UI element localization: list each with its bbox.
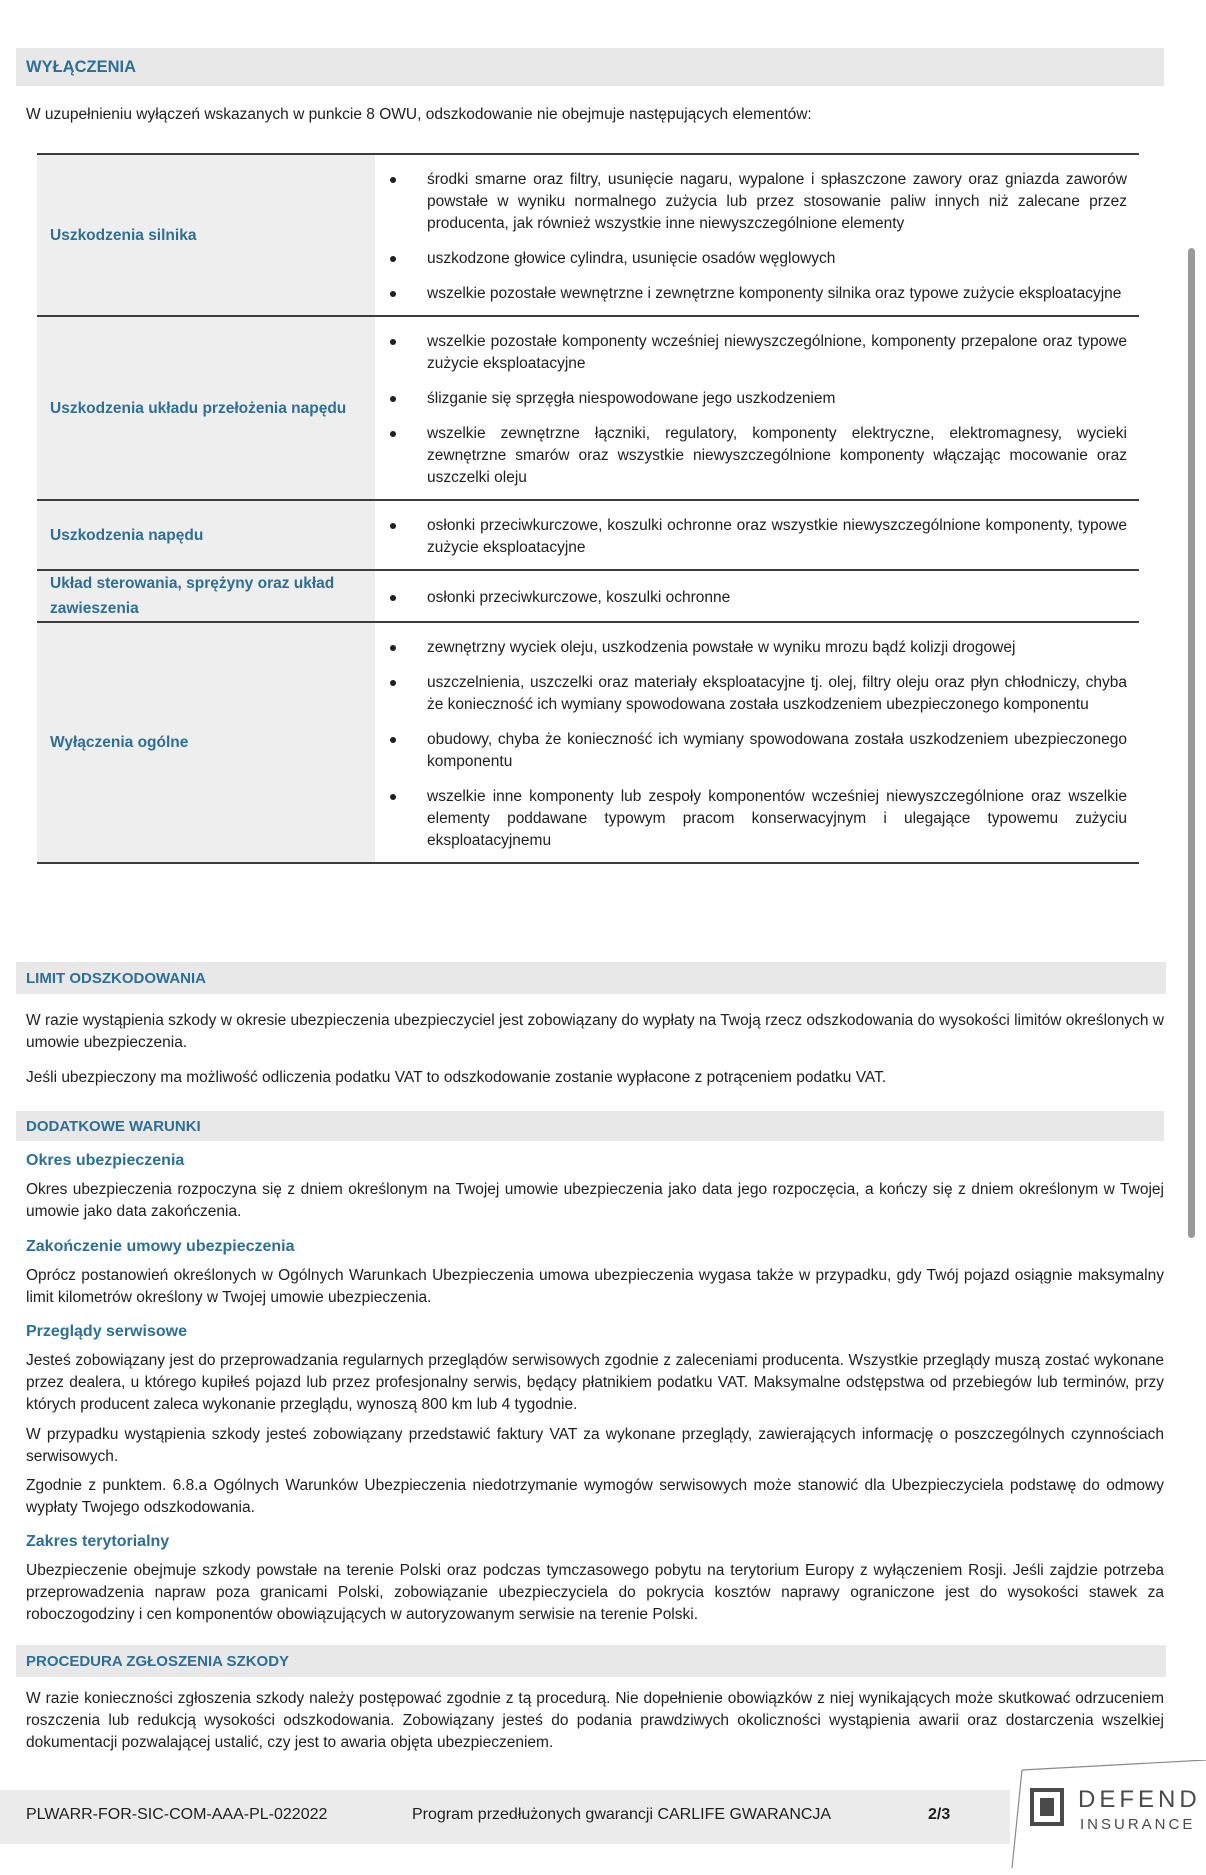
bullet-dot-icon bbox=[390, 523, 396, 529]
exclusion-items-cell bbox=[375, 154, 1139, 316]
bullet-dot-icon bbox=[390, 737, 396, 743]
exclusion-list-item bbox=[375, 248, 1127, 270]
exclusion-category: Uszkodzenia układu przełożenia napędu bbox=[37, 316, 375, 500]
exclusion-list-item bbox=[375, 672, 1127, 716]
exclusion-items-cell bbox=[375, 500, 1139, 570]
subheading-period: Okres ubezpieczenia bbox=[26, 1152, 185, 1169]
exclusion-list bbox=[375, 587, 1127, 609]
service-paragraph-3: Zgodnie z punktem. 6.8.a Ogólnych Warunków Ubezpieczenia niedotrzymanie wymogów serwisowych może stanowić dla Ubezpieczyciela podstawę do odmowy wypłaty Twojego odszkodowania. bbox=[26, 1477, 1164, 1516]
exclusion-list-item bbox=[375, 786, 1127, 852]
exclusion-item-text: wszelkie pozostałe komponenty wcześniej niewyszczególnione, komponenty przepalone oraz typowe zużycie eksploatacyjne bbox=[427, 333, 1127, 372]
footer-page-number: 2/3 bbox=[928, 1806, 951, 1823]
subheading-service: Przeglądy serwisowe bbox=[26, 1323, 187, 1340]
footer-program-name: Program przedłużonych gwarancji CARLIFE GWARANCJA bbox=[412, 1806, 832, 1823]
exclusion-item-text: wszelkie zewnętrzne łączniki, regulatory, komponenty elektryczne, elektromagnesy, wycieki zewnętrzne smarów oraz wszystkie niewyszczególnione komponenty włączając mocowanie oraz uszczelki oleju bbox=[427, 425, 1127, 486]
defend-logo bbox=[1010, 1760, 1206, 1870]
exclusion-category: Wyłączenia ogólne bbox=[37, 622, 375, 863]
exclusion-list-item bbox=[375, 729, 1127, 773]
bullet-dot-icon bbox=[390, 794, 396, 800]
exclusion-category: Uszkodzenia napędu bbox=[37, 500, 375, 570]
defend-logo-icon bbox=[1010, 1760, 1206, 1870]
exclusions-row bbox=[37, 500, 1139, 570]
bullet-dot-icon bbox=[390, 291, 396, 297]
period-paragraph: Okres ubezpieczenia rozpoczyna się z dniem określonym na Twojej umowie ubezpieczenia jako data jego rozpoczęcia, a kończy się z dniem określonym w Twojej umowie jako data zakończenia. bbox=[26, 1181, 1164, 1220]
exclusion-list bbox=[375, 331, 1127, 489]
exclusion-items-cell bbox=[375, 316, 1139, 500]
exclusions-row bbox=[37, 154, 1139, 316]
section-header-additional bbox=[16, 1111, 1164, 1141]
section-title: DODATKOWE WARUNKI bbox=[26, 1117, 201, 1135]
exclusions-row bbox=[37, 622, 1139, 863]
exclusion-list-item bbox=[375, 423, 1127, 489]
exclusion-item-text: uszkodzone głowice cylindra, usunięcie osadów węglowych bbox=[427, 250, 836, 267]
bullet-dot-icon bbox=[390, 396, 396, 402]
contract-end-paragraph: Oprócz postanowień określonych w Ogólnych Warunkach Ubezpieczenia umowa ubezpieczenia wygasa także w przypadku, gdy Twój pojazd osiągnie maksymalny limit kilometrów określony w Twojej umowie ubezpieczenia. bbox=[26, 1267, 1164, 1306]
logo-word-insurance: INSURANCE bbox=[1080, 1816, 1196, 1833]
exclusions-row bbox=[37, 316, 1139, 500]
exclusion-item-text: środki smarne oraz filtry, usunięcie nagaru, wypalone i spłaszczone zawory oraz gniazda zaworów powstałe w wyniku normalnego zużycia lub przez stosowanie paliw innych niż zalecane przez producenta, jak również wszystkie inne niewyszczególnione elementy bbox=[427, 171, 1127, 232]
limit-paragraph-1: W razie wystąpienia szkody w okresie ubezpieczenia ubezpieczyciel jest zobowiązany do wypłaty na Twoją rzecz odszkodowania do wysokości limitów określonych w umowie ubezpieczenia. bbox=[26, 1012, 1164, 1051]
section-title: WYŁĄCZENIA bbox=[26, 57, 136, 76]
exclusion-list-item bbox=[375, 587, 1127, 609]
exclusion-item-text: osłonki przeciwkurczowe, koszulki ochronne oraz wszystkie niewyszczególnione komponenty, typowe zużycie eksploatacyjne bbox=[427, 517, 1127, 556]
territory-paragraph: Ubezpieczenie obejmuje szkody powstałe na terenie Polski oraz podczas tymczasowego pobytu na terytorium Europy z wyłączeniem Rosji. Jeśli zajdzie potrzeba przeprowadzenia napraw poza granicami Polski, zobowiązanie ubezpieczyciela do pokrycia kosztów naprawy ograniczone jest do wysokości stawek za roboczogodziny i cen komponentów obowiązujących w autoryzowanym serwisie na terenie Polski. bbox=[26, 1562, 1164, 1623]
exclusion-item-text: obudowy, chyba że konieczność ich wymiany spowodowana została uszkodzeniem ubezpieczonego komponentu bbox=[427, 731, 1127, 770]
exclusions-row bbox=[37, 570, 1139, 622]
exclusion-list bbox=[375, 637, 1127, 852]
exclusion-item-text: osłonki przeciwkurczowe, koszulki ochronne bbox=[427, 589, 731, 606]
exclusion-list-item bbox=[375, 331, 1127, 375]
exclusion-list-item bbox=[375, 515, 1127, 559]
scrollbar[interactable] bbox=[1188, 248, 1195, 1238]
procedure-paragraph: W razie konieczności zgłoszenia szkody należy postępować zgodnie z tą procedurą. Nie dopełnienie obowiązków z niej wynikających może skutkować odrzuceniem roszczenia lub redukcją wysokości odszkodowania. Zobowiązany jesteś do podania prawdziwych okoliczności wystąpienia awarii oraz dostarczenia wszelkiej dokumentacji pozwalającej ustalić, czy jest to awaria objęta ubezpieczeniem. bbox=[26, 1690, 1164, 1751]
section-title: PROCEDURA ZGŁOSZENIA SZKODY bbox=[26, 1652, 290, 1670]
exclusion-item-text: uszczelnienia, uszczelki oraz materiały eksploatacyjne tj. olej, filtry oleju oraz płyn chłodniczy, chyba że konieczność ich wymiany spowodowana została uszkodzeniem ubezpieczonego komponentu bbox=[427, 674, 1127, 713]
exclusion-items-cell bbox=[375, 570, 1139, 622]
section-title: LIMIT ODSZKODOWANIA bbox=[26, 969, 206, 987]
exclusion-items-cell bbox=[375, 622, 1139, 863]
subheading-territory: Zakres terytorialny bbox=[26, 1533, 170, 1550]
exclusion-list-item bbox=[375, 283, 1127, 305]
exclusion-list bbox=[375, 169, 1127, 305]
section-header-limit bbox=[16, 962, 1166, 994]
logo-word-defend: DEFEND bbox=[1078, 1786, 1201, 1813]
service-paragraph-1: Jesteś zobowiązany jest do przeprowadzania regularnych przeglądów serwisowych zgodnie z zaleceniami producenta. Wszystkie przeglądy muszą zostać wykonane przez dealera, u którego kupiłeś pojazd lub przez profesjonalny serwis, będący płatnikiem podatku VAT. Maksymalne odstępstwa od przebiegów lub terminów, przy których producent zaleca wykonanie przeglądu, wynoszą 800 km lub 4 tygodnie. bbox=[26, 1352, 1164, 1413]
exclusion-item-text: zewnętrzny wyciek oleju, uszkodzenia powstałe w wyniku mrozu bądź kolizji drogowej bbox=[427, 639, 1016, 656]
footer-doc-code: PLWARR-FOR-SIC-COM-AAA-PL-022022 bbox=[26, 1806, 328, 1823]
exclusion-list-item bbox=[375, 388, 1127, 410]
exclusion-list bbox=[375, 515, 1127, 559]
limit-paragraph-2: Jeśli ubezpieczony ma możliwość odliczenia podatku VAT to odszkodowanie zostanie wypłacone z potrąceniem podatku VAT. bbox=[26, 1069, 887, 1086]
service-paragraph-2: W przypadku wystąpienia szkody jesteś zobowiązany przedstawić faktury VAT za wykonane przeglądy, zawierających informację o poszczególnych czynnościach serwisowych. bbox=[26, 1426, 1164, 1465]
bullet-dot-icon bbox=[390, 177, 396, 183]
exclusion-item-text: ślizganie się sprzęgła niespowodowane jego uszkodzeniem bbox=[427, 390, 836, 407]
exclusion-item-text: wszelkie inne komponenty lub zespoły komponentów wcześniej niewyszczególnione oraz wszelkie elementy poddawane typowym pracom konserwacyjnym i ulegające typowemu zużyciu eksploatacyjnemu bbox=[427, 788, 1127, 849]
exclusion-list-item bbox=[375, 637, 1127, 659]
bullet-dot-icon bbox=[390, 645, 396, 651]
bullet-dot-icon bbox=[390, 431, 396, 437]
exclusions-table bbox=[37, 153, 1139, 864]
section-header-exclusions bbox=[16, 48, 1164, 86]
exclusions-intro: W uzupełnieniu wyłączeń wskazanych w punkcie 8 OWU, odszkodowanie nie obejmuje następujących elementów: bbox=[26, 106, 812, 123]
bullet-dot-icon bbox=[390, 339, 396, 345]
bullet-dot-icon bbox=[390, 595, 396, 601]
exclusion-category: Uszkodzenia silnika bbox=[37, 154, 375, 316]
exclusion-category: Układ sterowania, sprężyny oraz układ zawieszenia bbox=[37, 570, 375, 622]
bullet-dot-icon bbox=[390, 680, 396, 686]
exclusion-item-text: wszelkie pozostałe wewnętrzne i zewnętrzne komponenty silnika oraz typowe zużycie eksploatacyjne bbox=[427, 285, 1122, 302]
exclusion-list-item bbox=[375, 169, 1127, 235]
bullet-dot-icon bbox=[390, 256, 396, 262]
section-header-procedure bbox=[16, 1645, 1166, 1677]
subheading-contract-end: Zakończenie umowy ubezpieczenia bbox=[26, 1238, 295, 1255]
